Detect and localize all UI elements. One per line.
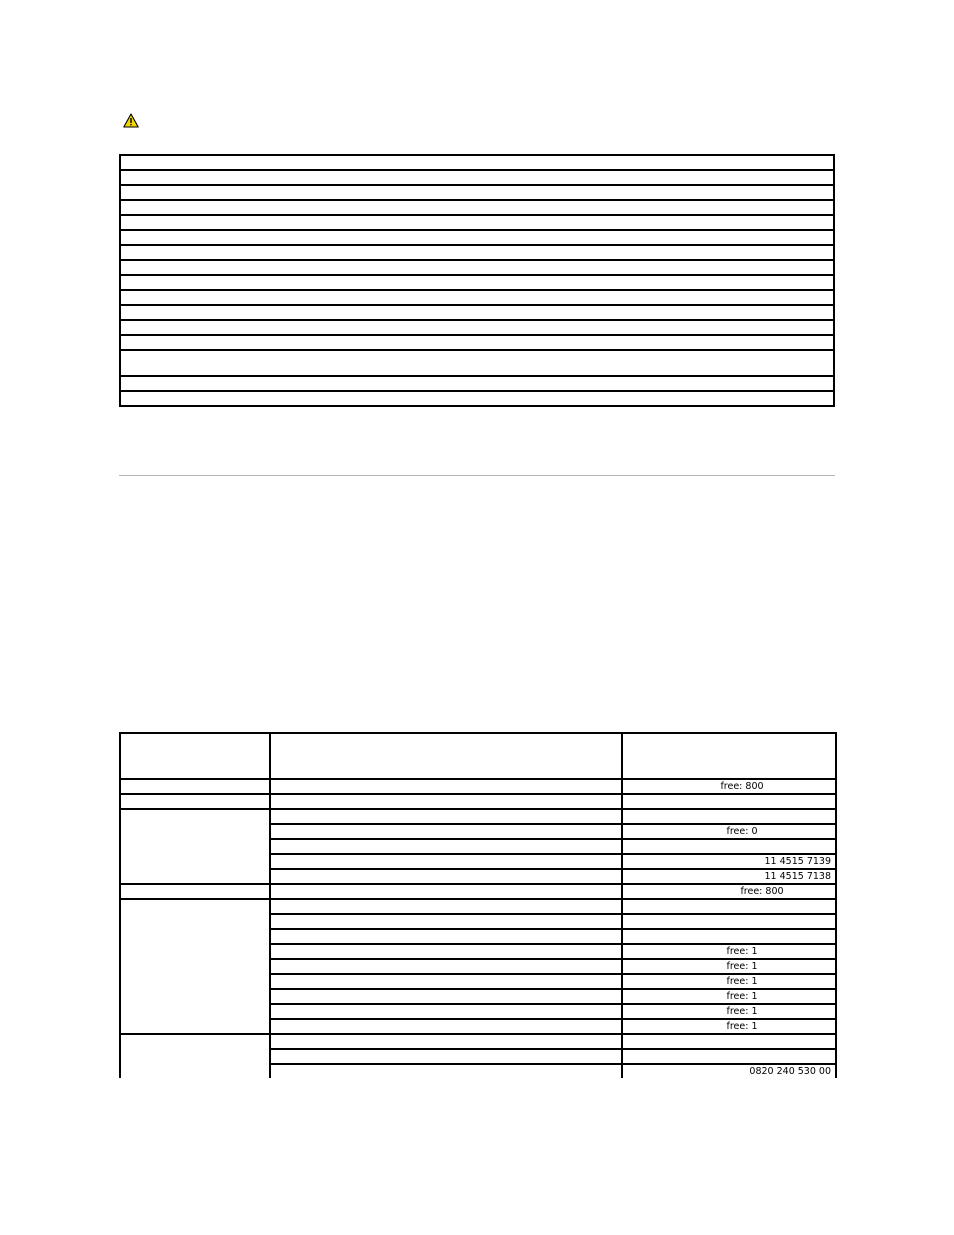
table-row (120, 350, 834, 376)
table-row (120, 245, 834, 260)
phone-cell: free: 1 (622, 959, 836, 974)
table-row (120, 794, 836, 809)
phone-cell: 0820 240 530 00 (622, 1064, 836, 1078)
table-row (120, 230, 834, 245)
phone-cell: free: 1 (622, 989, 836, 1004)
table-header-row (120, 733, 836, 779)
table-row (120, 155, 834, 170)
table-row (120, 809, 836, 824)
table-row (120, 185, 834, 200)
table-row (120, 275, 834, 290)
phone-cell: free: 0 (622, 824, 836, 839)
phone-cell: free: 800 (622, 884, 836, 899)
phone-cell: free: 1 (622, 1004, 836, 1019)
contact-numbers-table (119, 732, 837, 1078)
table-row (120, 335, 834, 350)
phone-cell: 11 4515 7138 (622, 869, 836, 884)
phone-cell: free: 800 (622, 779, 836, 794)
country-cell (120, 1034, 270, 1078)
table-row (120, 200, 834, 215)
caution-icon (123, 113, 139, 128)
table-row (120, 779, 836, 794)
table-row (120, 899, 836, 914)
table-row (120, 215, 834, 230)
phone-cell: free: 1 (622, 974, 836, 989)
table-row (120, 170, 834, 185)
country-cell (120, 899, 270, 1034)
table-row (120, 376, 834, 391)
country-cell (120, 809, 270, 884)
table-row (120, 884, 836, 899)
table-row (120, 320, 834, 335)
table-row (120, 305, 834, 320)
phone-cell: 11 4515 7139 (622, 854, 836, 869)
table-row (120, 260, 834, 275)
table-row (120, 290, 834, 305)
table-row (120, 1034, 836, 1049)
phone-cell: free: 1 (622, 944, 836, 959)
table-row (120, 391, 834, 406)
empty-grid-table (119, 154, 835, 407)
section-divider (119, 475, 835, 476)
phone-cell: free: 1 (622, 1019, 836, 1034)
